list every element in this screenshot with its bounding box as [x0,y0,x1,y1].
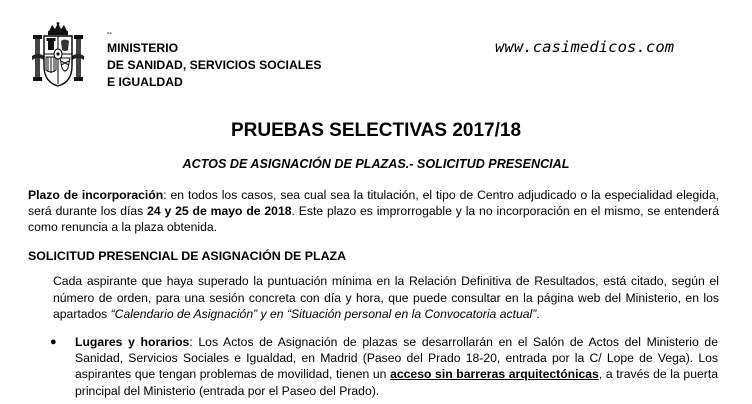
intro-paragraph [53,273,719,323]
ministry-line-3: E IGUALDAD [107,75,183,89]
coat-of-arms-icon [32,22,84,90]
accessible-entrance-note: acceso sin barreras arquitectónicas [390,367,599,382]
lugares-text-2: , a través de la puerta principal del Ministerio (entrada por el Paseo del Prado). [75,367,718,398]
plazo-dates: 24 y 25 de mayo de 2018 [147,204,292,218]
intro-text-1: Cada aspirante que haya superado la puntuación mínima en la Relación Definitiva de Resultados, está citado, según el número de orden, para una sesión concreta con día y hora, que puede consultar en la página web del Ministerio, en los apartados [53,274,719,322]
header-dash: -- [107,30,112,37]
ministry-name [107,30,321,91]
page-subtitle: ACTOS DE ASIGNACIÓN DE PLAZAS.- SOLICITUD PRESENCIAL [182,157,570,171]
ministry-line-1: MINISTERIO [107,41,179,55]
lugares-label: Lugares y horarios [75,335,190,349]
intro-end: . [536,307,540,322]
ministry-line-2: DE SANIDAD, SERVICIOS SOCIALES [107,58,322,72]
plazo-text-1: : en todos los casos, sea cual sea la titulación, el tipo de Centro adjudicado o la especialidad elegida, será durante los días [28,188,719,218]
lugares-paragraph [75,334,718,399]
bullet-icon: ● [50,336,57,348]
page-title: PRUEBAS SELECTIVAS 2017/18 [230,120,522,141]
section-heading: SOLICITUD PRESENCIAL DE ASIGNACIÓN DE PLAZA [28,249,347,263]
intro-ref-situacion: “Situación personal en la Convocatoria actual” [286,307,537,322]
lugares-text-1: : Los Actos de Asignación de plazas se desarrollarán en el Salón de Actos del Ministerio de Sanidad, Servicios Sociales e Igualdad, en Madrid (Paseo del Prado 18-20, entrada por la C/ Lope de Vega). Los aspirantes que tengan problemas de movilidad, tienen un [75,335,718,382]
website-watermark: www.casimedicos.com [495,38,675,56]
intro-ref-calendario: “Calendario de Asignación” [110,307,258,322]
plazo-label: Plazo de incorporación [28,188,164,202]
plazo-text-2: . Este plazo es improrrogable y la no incorporación en el mismo, se entenderá como renuncia a la plaza obtenida. [28,204,719,234]
intro-conjunction: y en [257,307,287,322]
plazo-paragraph [28,187,719,235]
